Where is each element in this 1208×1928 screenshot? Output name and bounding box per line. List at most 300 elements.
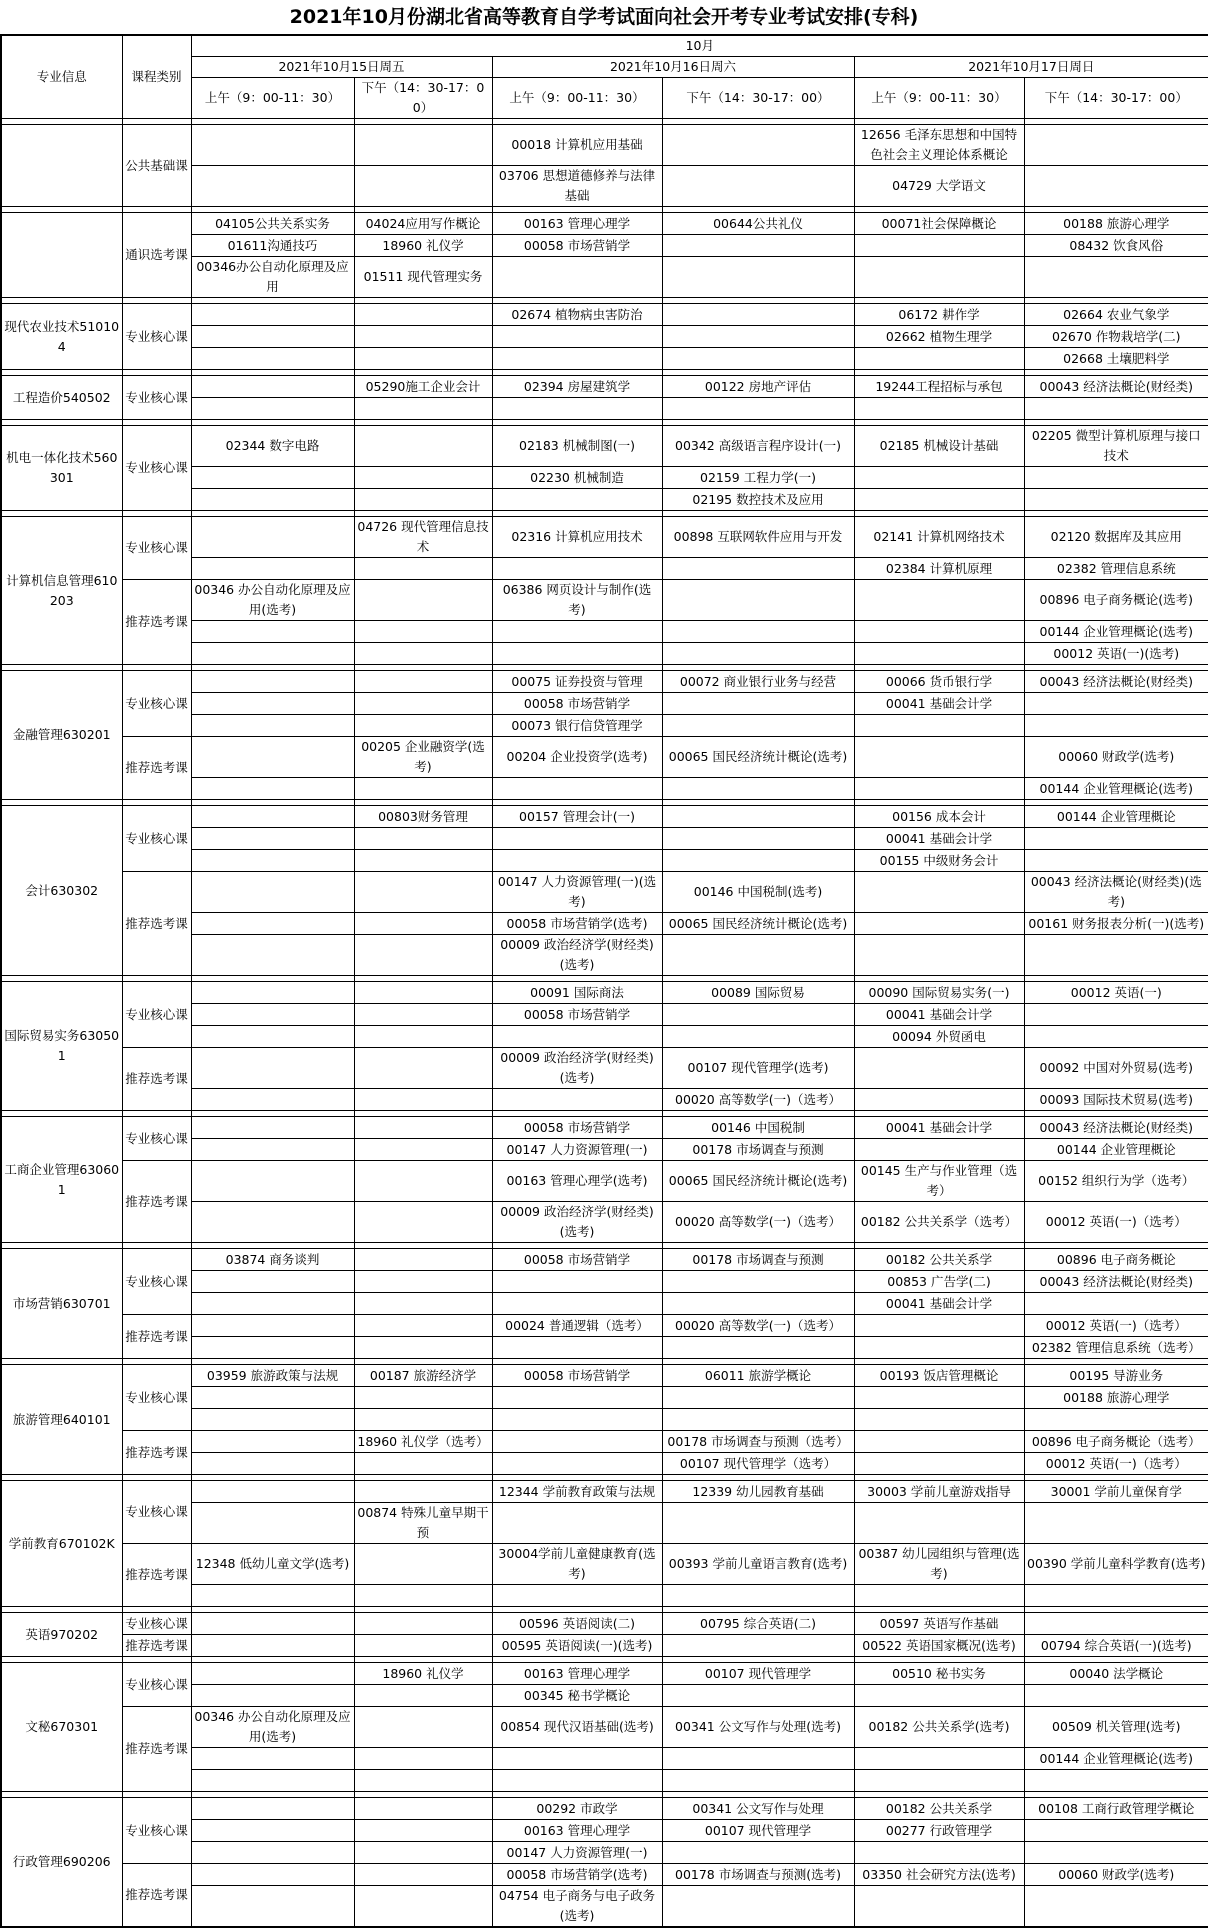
course-cell: 00510 秘书实务 xyxy=(854,1663,1024,1685)
course-cell: 00204 企业投资学(选考) xyxy=(492,737,662,778)
course-cell xyxy=(354,1635,492,1657)
course-cell xyxy=(1024,1770,1208,1792)
course-cell xyxy=(492,1585,662,1607)
course-cell xyxy=(1024,693,1208,715)
course-cell: 00898 互联网软件应用与开发 xyxy=(662,517,854,558)
course-cell: 30001 学前儿童保育学 xyxy=(1024,1481,1208,1503)
course-cell: 04729 大学语文 xyxy=(854,166,1024,207)
course-cell: 02382 管理信息系统（选考） xyxy=(1024,1337,1208,1359)
course-cell xyxy=(354,1798,492,1820)
course-cell xyxy=(191,872,354,913)
course-cell xyxy=(354,1387,492,1409)
course-cell xyxy=(854,1842,1024,1864)
course-cell: 00043 经济法概论(财经类) xyxy=(1024,1117,1208,1139)
major-cell: 金融管理630201 xyxy=(1,671,122,800)
course-cell xyxy=(354,1481,492,1503)
course-category-cell: 专业核心课 xyxy=(122,426,191,511)
course-cell: 00094 外贸函电 xyxy=(854,1026,1024,1048)
course-cell xyxy=(492,828,662,850)
course-cell xyxy=(662,1770,854,1792)
course-cell: 00071社会保障概论 xyxy=(854,213,1024,235)
course-cell: 00040 法学概论 xyxy=(1024,1663,1208,1685)
course-cell xyxy=(354,1004,492,1026)
course-category-cell: 专业核心课 xyxy=(122,1117,191,1161)
course-cell xyxy=(354,558,492,580)
course-cell xyxy=(854,1337,1024,1359)
course-cell xyxy=(662,1387,854,1409)
course-cell xyxy=(662,1635,854,1657)
course-cell xyxy=(354,643,492,665)
course-cell xyxy=(354,326,492,348)
table-row xyxy=(1,1161,1208,1202)
course-cell xyxy=(191,778,354,800)
course-cell xyxy=(854,235,1024,257)
course-cell: 00292 市政学 xyxy=(492,1798,662,1820)
course-cell: 00146 中国税制 xyxy=(662,1117,854,1139)
course-cell xyxy=(1024,1842,1208,1864)
course-cell xyxy=(662,1585,854,1607)
course-cell: 00041 基础会计学 xyxy=(854,1004,1024,1026)
table-row xyxy=(1,517,1208,558)
course-cell xyxy=(662,235,854,257)
course-cell: 00522 英语国家概况(选考) xyxy=(854,1635,1024,1657)
course-cell xyxy=(662,1503,854,1544)
course-cell xyxy=(191,1663,354,1685)
course-cell xyxy=(191,1293,354,1315)
course-cell xyxy=(662,1842,854,1864)
course-cell: 00596 英语阅读(二) xyxy=(492,1613,662,1635)
course-cell: 02344 数字电路 xyxy=(191,426,354,467)
course-cell xyxy=(492,1293,662,1315)
course-cell xyxy=(191,1271,354,1293)
course-cell: 00058 市场营销学 xyxy=(492,1249,662,1271)
course-cell xyxy=(191,1026,354,1048)
course-cell xyxy=(191,693,354,715)
course-cell: 06386 网页设计与制作(选考) xyxy=(492,580,662,621)
course-cell xyxy=(191,1842,354,1864)
course-cell: 00012 英语(一) xyxy=(1024,982,1208,1004)
exam-schedule-table xyxy=(0,34,1208,1928)
course-cell xyxy=(191,467,354,489)
course-cell xyxy=(354,913,492,935)
course-category-cell: 推荐选考课 xyxy=(122,580,191,665)
course-category-cell: 推荐选考课 xyxy=(122,1048,191,1111)
course-cell xyxy=(191,1139,354,1161)
course-cell xyxy=(354,1026,492,1048)
course-cell: 00163 管理心理学(选考) xyxy=(492,1161,662,1202)
course-cell xyxy=(854,467,1024,489)
course-cell: 19244工程招标与承包 xyxy=(854,376,1024,398)
course-cell xyxy=(854,872,1024,913)
course-cell: 00107 现代管理学 xyxy=(662,1820,854,1842)
course-cell xyxy=(854,1089,1024,1111)
course-cell xyxy=(191,1820,354,1842)
course-category-cell: 推荐选考课 xyxy=(122,1315,191,1359)
course-cell xyxy=(354,935,492,976)
table-row xyxy=(1,1048,1208,1089)
course-cell xyxy=(354,828,492,850)
course-cell: 00195 导游业务 xyxy=(1024,1365,1208,1387)
major-cell: 工商企业管理630601 xyxy=(1,1117,122,1243)
course-cell xyxy=(1024,1820,1208,1842)
course-cell xyxy=(191,398,354,420)
course-cell xyxy=(662,125,854,166)
course-cell xyxy=(191,1315,354,1337)
course-cell xyxy=(492,1387,662,1409)
course-category-cell: 专业核心课 xyxy=(122,1249,191,1315)
course-category-cell: 推荐选考课 xyxy=(122,1864,191,1928)
course-cell: 00018 计算机应用基础 xyxy=(492,125,662,166)
course-cell xyxy=(354,1161,492,1202)
table-row xyxy=(1,1613,1208,1635)
course-cell xyxy=(191,913,354,935)
course-cell xyxy=(854,913,1024,935)
major-cell: 旅游管理640101 xyxy=(1,1365,122,1475)
major-cell: 机电一体化技术560301 xyxy=(1,426,122,511)
course-cell xyxy=(191,643,354,665)
course-cell: 18960 礼仪学 xyxy=(354,235,492,257)
table-row xyxy=(1,1635,1208,1657)
course-cell: 12339 幼儿园教育基础 xyxy=(662,1481,854,1503)
course-category-cell: 推荐选考课 xyxy=(122,1544,191,1607)
course-cell: 30003 学前儿童游戏指导 xyxy=(854,1481,1024,1503)
table-row xyxy=(1,982,1208,1004)
header-day-3: 2021年10月17日周日 xyxy=(854,57,1208,78)
course-cell xyxy=(854,1048,1024,1089)
course-cell: 00144 企业管理概论 xyxy=(1024,806,1208,828)
course-cell xyxy=(1024,125,1208,166)
course-cell xyxy=(492,1026,662,1048)
course-cell xyxy=(191,1585,354,1607)
course-cell: 00089 国际贸易 xyxy=(662,982,854,1004)
course-cell xyxy=(1024,1685,1208,1707)
course-category-cell: 推荐选考课 xyxy=(122,737,191,800)
course-cell xyxy=(854,1409,1024,1431)
course-cell: 00205 企业融资学(选考) xyxy=(354,737,492,778)
course-cell xyxy=(191,1337,354,1359)
table-row xyxy=(1,1365,1208,1387)
course-cell xyxy=(662,326,854,348)
table-row xyxy=(1,1864,1208,1886)
course-cell: 00092 中国对外贸易(选考) xyxy=(1024,1048,1208,1089)
header-row-month xyxy=(1,35,1208,57)
course-cell xyxy=(354,1886,492,1928)
course-cell: 00163 管理心理学 xyxy=(492,1820,662,1842)
course-cell: 00182 公共关系学 xyxy=(854,1798,1024,1820)
course-cell xyxy=(354,850,492,872)
course-cell xyxy=(1024,850,1208,872)
course-cell: 00107 现代管理学(选考) xyxy=(662,1048,854,1089)
course-cell xyxy=(854,257,1024,298)
course-cell: 00163 管理心理学 xyxy=(492,1663,662,1685)
course-cell: 00509 机关管理(选考) xyxy=(1024,1707,1208,1748)
table-row xyxy=(1,737,1208,778)
course-cell xyxy=(191,1004,354,1026)
course-cell: 00058 市场营销学 xyxy=(492,1117,662,1139)
course-cell: 02195 数控技术及应用 xyxy=(662,489,854,511)
course-cell xyxy=(854,398,1024,420)
major-cell: 学前教育670102K xyxy=(1,1481,122,1607)
course-cell: 00896 电子商务概论（选考） xyxy=(1024,1431,1208,1453)
course-cell xyxy=(191,1613,354,1635)
course-cell xyxy=(492,1453,662,1475)
course-cell xyxy=(354,1139,492,1161)
course-cell xyxy=(492,326,662,348)
course-cell xyxy=(662,558,854,580)
course-cell: 12656 毛泽东思想和中国特色社会主义理论体系概论 xyxy=(854,125,1024,166)
course-category-cell: 推荐选考课 xyxy=(122,1707,191,1792)
course-category-cell: 专业核心课 xyxy=(122,1365,191,1431)
course-cell xyxy=(1024,1409,1208,1431)
course-cell xyxy=(492,558,662,580)
course-cell: 03959 旅游政策与法规 xyxy=(191,1365,354,1387)
course-cell xyxy=(354,621,492,643)
course-cell: 00066 货币银行学 xyxy=(854,671,1024,693)
course-cell: 00144 企业管理概论(选考) xyxy=(1024,621,1208,643)
course-cell: 04024应用写作概论 xyxy=(354,213,492,235)
header-day-1: 2021年10月15日周五 xyxy=(191,57,492,78)
course-cell xyxy=(492,1503,662,1544)
major-cell xyxy=(1,213,122,298)
course-cell: 00341 公文写作与处理 xyxy=(662,1798,854,1820)
table-row xyxy=(1,1663,1208,1685)
course-cell xyxy=(492,1770,662,1792)
course-cell xyxy=(492,621,662,643)
course-cell xyxy=(854,1685,1024,1707)
course-cell: 02141 计算机网络技术 xyxy=(854,517,1024,558)
course-category-cell: 专业核心课 xyxy=(122,1613,191,1635)
course-cell xyxy=(191,828,354,850)
course-cell: 00041 基础会计学 xyxy=(854,828,1024,850)
course-cell xyxy=(191,715,354,737)
course-cell: 00187 旅游经济学 xyxy=(354,1365,492,1387)
course-cell xyxy=(191,737,354,778)
course-cell xyxy=(662,935,854,976)
course-cell xyxy=(354,778,492,800)
course-cell: 00009 政治经济学(财经类)(选考) xyxy=(492,935,662,976)
course-cell xyxy=(854,1315,1024,1337)
course-cell xyxy=(354,1271,492,1293)
course-cell: 08432 饮食风俗 xyxy=(1024,235,1208,257)
course-cell xyxy=(492,398,662,420)
course-cell xyxy=(662,1685,854,1707)
course-cell: 03706 思想道德修养与法律基础 xyxy=(492,166,662,207)
header-session-pm: 下午（14：30-17：00） xyxy=(662,78,854,119)
course-cell: 00178 市场调查与预测(选考) xyxy=(662,1864,854,1886)
course-cell xyxy=(854,935,1024,976)
course-cell xyxy=(191,935,354,976)
course-cell: 00043 经济法概论(财经类) xyxy=(1024,1271,1208,1293)
course-cell xyxy=(191,166,354,207)
course-cell: 00644公共礼仪 xyxy=(662,213,854,235)
course-cell xyxy=(354,1820,492,1842)
major-cell: 现代农业技术510104 xyxy=(1,304,122,370)
course-cell: 00156 成本会计 xyxy=(854,806,1024,828)
course-cell xyxy=(191,1748,354,1770)
header-session-pm: 下午（14：30-17：00） xyxy=(1024,78,1208,119)
course-cell: 02674 植物病虫害防治 xyxy=(492,304,662,326)
header-session-am: 上午（9：00-11：30） xyxy=(191,78,354,119)
table-row xyxy=(1,1249,1208,1271)
course-cell xyxy=(662,1886,854,1928)
course-cell xyxy=(191,1886,354,1928)
course-cell: 00065 国民经济统计概论(选考) xyxy=(662,1161,854,1202)
major-cell: 工程造价540502 xyxy=(1,376,122,420)
major-cell: 市场营销630701 xyxy=(1,1249,122,1359)
course-cell: 02382 管理信息系统 xyxy=(1024,558,1208,580)
course-category-cell: 推荐选考课 xyxy=(122,1635,191,1657)
course-cell: 00058 市场营销学 xyxy=(492,693,662,715)
course-cell: 00060 财政学(选考) xyxy=(1024,737,1208,778)
course-cell: 00058 市场营销学 xyxy=(492,235,662,257)
course-cell xyxy=(662,166,854,207)
major-cell: 会计630302 xyxy=(1,806,122,976)
course-cell: 00188 旅游心理学 xyxy=(1024,213,1208,235)
table-row xyxy=(1,304,1208,326)
major-cell: 英语970202 xyxy=(1,1613,122,1657)
course-cell xyxy=(492,1409,662,1431)
course-cell xyxy=(191,1481,354,1503)
course-cell: 00058 市场营销学 xyxy=(492,1365,662,1387)
course-category-cell: 专业核心课 xyxy=(122,1663,191,1707)
course-category-cell: 推荐选考课 xyxy=(122,1161,191,1243)
course-cell xyxy=(354,398,492,420)
course-cell: 00345 秘书学概论 xyxy=(492,1685,662,1707)
table-row xyxy=(1,580,1208,621)
course-cell: 00853 广告学(二) xyxy=(854,1271,1024,1293)
course-cell xyxy=(662,693,854,715)
course-cell xyxy=(662,1337,854,1359)
course-cell: 00041 基础会计学 xyxy=(854,1117,1024,1139)
table-row xyxy=(1,125,1208,166)
course-cell xyxy=(1024,257,1208,298)
course-category-cell: 专业核心课 xyxy=(122,304,191,370)
major-cell xyxy=(1,125,122,207)
course-cell: 00346 办公自动化原理及应用(选考) xyxy=(191,580,354,621)
table-row xyxy=(1,1481,1208,1503)
course-cell: 00093 国际技术贸易(选考) xyxy=(1024,1089,1208,1111)
course-cell xyxy=(854,580,1024,621)
course-cell: 00147 人力资源管理(一)(选考) xyxy=(492,872,662,913)
course-cell xyxy=(492,348,662,370)
course-cell xyxy=(354,982,492,1004)
page-title: 2021年10月份湖北省高等教育自学考试面向社会开考专业考试安排(专科) xyxy=(289,6,919,28)
course-cell xyxy=(662,715,854,737)
course-cell xyxy=(354,1707,492,1748)
course-cell xyxy=(354,872,492,913)
course-cell xyxy=(191,1202,354,1243)
course-cell xyxy=(191,376,354,398)
course-cell xyxy=(662,828,854,850)
course-cell xyxy=(854,715,1024,737)
course-category-cell: 推荐选考课 xyxy=(122,872,191,976)
header-major-info: 专业信息 xyxy=(1,35,122,119)
course-cell: 00147 人力资源管理(一) xyxy=(492,1842,662,1864)
course-cell xyxy=(191,1635,354,1657)
course-cell xyxy=(354,1864,492,1886)
course-category-cell: 推荐选考课 xyxy=(122,1431,191,1475)
course-cell xyxy=(354,1117,492,1139)
course-cell: 03350 社会研究方法(选考) xyxy=(854,1864,1024,1886)
course-cell xyxy=(854,1387,1024,1409)
course-cell: 00178 市场调查与预测（选考） xyxy=(662,1431,854,1453)
course-cell xyxy=(492,1089,662,1111)
course-cell xyxy=(354,1409,492,1431)
course-cell xyxy=(354,1048,492,1089)
course-cell xyxy=(854,643,1024,665)
course-cell xyxy=(354,580,492,621)
course-category-cell: 专业核心课 xyxy=(122,1798,191,1864)
course-cell: 00122 房地产评估 xyxy=(662,376,854,398)
course-cell: 00157 管理会计(一) xyxy=(492,806,662,828)
course-cell xyxy=(662,1409,854,1431)
course-cell: 00058 市场营销学(选考) xyxy=(492,1864,662,1886)
course-cell: 00020 高等数学(一)（选考） xyxy=(662,1315,854,1337)
course-cell xyxy=(854,1886,1024,1928)
course-cell xyxy=(1024,715,1208,737)
course-cell xyxy=(1024,828,1208,850)
course-category-cell: 专业核心课 xyxy=(122,517,191,580)
course-cell: 00147 人力资源管理(一) xyxy=(492,1139,662,1161)
course-cell: 00072 商业银行业务与经营 xyxy=(662,671,854,693)
course-cell xyxy=(492,850,662,872)
course-category-cell: 专业核心课 xyxy=(122,376,191,420)
course-cell xyxy=(354,1748,492,1770)
course-cell: 04726 现代管理信息技术 xyxy=(354,517,492,558)
course-cell xyxy=(191,1431,354,1453)
course-cell xyxy=(191,671,354,693)
course-cell xyxy=(854,1139,1024,1161)
course-cell xyxy=(854,1585,1024,1607)
course-cell: 02662 植物生理学 xyxy=(854,326,1024,348)
course-cell xyxy=(191,1048,354,1089)
course-cell xyxy=(191,806,354,828)
course-cell: 04105公共关系实务 xyxy=(191,213,354,235)
course-cell: 00346办公自动化原理及应用 xyxy=(191,257,354,298)
course-cell xyxy=(662,1271,854,1293)
course-cell xyxy=(354,1293,492,1315)
course-cell: 00065 国民经济统计概论(选考) xyxy=(662,737,854,778)
course-cell xyxy=(662,806,854,828)
course-cell xyxy=(854,1748,1024,1770)
course-cell: 00058 市场营销学 xyxy=(492,1004,662,1026)
header-session-am: 上午（9：00-11：30） xyxy=(492,78,662,119)
course-cell: 12344 学前教育政策与法规 xyxy=(492,1481,662,1503)
major-cell: 文秘670301 xyxy=(1,1663,122,1792)
course-cell: 00012 英语(一)（选考） xyxy=(1024,1202,1208,1243)
course-cell: 00043 经济法概论(财经类) xyxy=(1024,376,1208,398)
course-cell: 00012 英语(一)（选考） xyxy=(1024,1315,1208,1337)
course-cell: 00182 公共关系学 xyxy=(854,1249,1024,1271)
course-cell xyxy=(854,778,1024,800)
course-cell xyxy=(1024,1004,1208,1026)
table-row xyxy=(1,426,1208,467)
course-cell xyxy=(662,778,854,800)
major-cell: 行政管理690206 xyxy=(1,1798,122,1928)
course-cell xyxy=(354,1585,492,1607)
course-cell: 30004学前儿童健康教育(选考) xyxy=(492,1544,662,1585)
course-cell xyxy=(191,1161,354,1202)
table-row xyxy=(1,1544,1208,1585)
course-cell: 00387 幼儿园组织与管理(选考) xyxy=(854,1544,1024,1585)
course-cell: 00058 市场营销学(选考) xyxy=(492,913,662,935)
course-cell: 18960 礼仪学（选考） xyxy=(354,1431,492,1453)
course-cell: 02670 作物栽培学(二) xyxy=(1024,326,1208,348)
course-cell: 00794 综合英语(一)(选考) xyxy=(1024,1635,1208,1657)
table-row xyxy=(1,1117,1208,1139)
course-cell xyxy=(191,621,354,643)
course-cell: 06172 耕作学 xyxy=(854,304,1024,326)
